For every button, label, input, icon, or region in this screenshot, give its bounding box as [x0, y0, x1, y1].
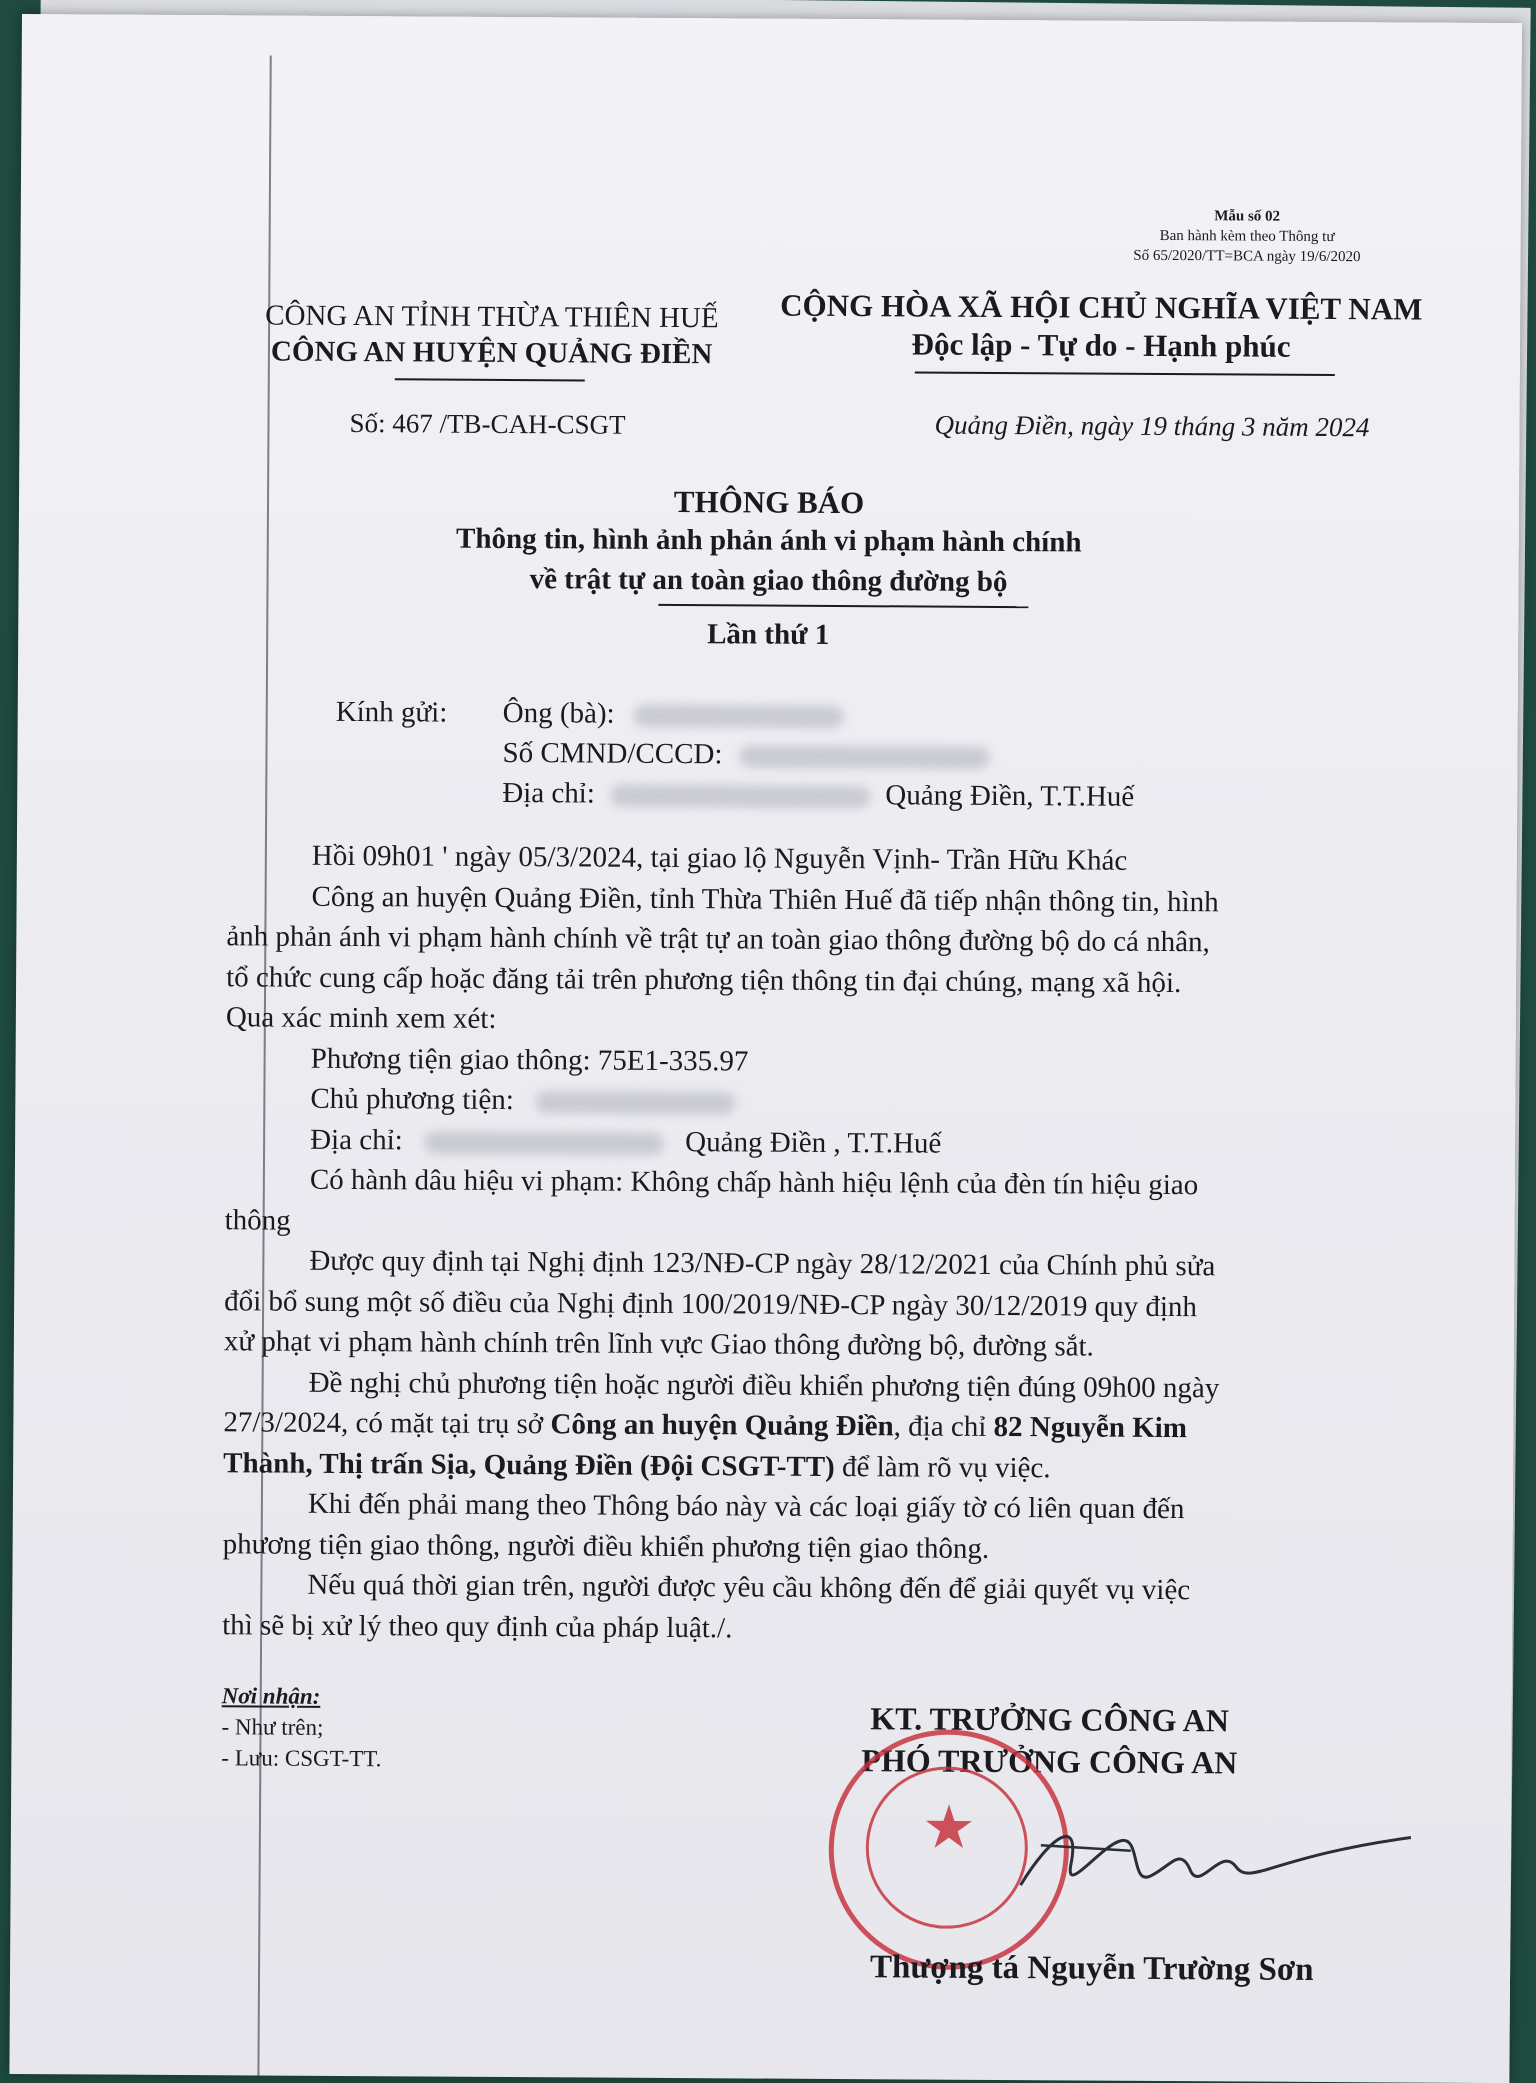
agency-district: CÔNG AN HUYỆN QUẢNG ĐIỀN [270, 335, 713, 371]
address-visible: Quảng Điền, T.T.Huế [885, 779, 1135, 813]
form-issued-by: Ban hành kèm theo Thông tư [1159, 227, 1335, 246]
request-address-start: 82 Nguyễn Kim [993, 1410, 1188, 1445]
notice-title: THÔNG BÁO [673, 483, 865, 521]
legal-basis-2: đổi bổ sung một số điều của Nghị định 100/2019/NĐ-CP ngày 30/12/2019 quy định [224, 1284, 1198, 1323]
reference-number: Số: 467 /TB-CAH-CSGT [349, 408, 626, 440]
redacted-owner [535, 1091, 735, 1114]
notice-subtitle-2: về trật tự an toàn giao thông đường bộ [529, 563, 1008, 599]
id-label: Số CMND/CCCD: [502, 736, 723, 771]
redacted-name [634, 705, 844, 728]
request-address-label: , địa chỉ [893, 1410, 994, 1443]
redacted-id [740, 746, 990, 770]
body-line-4: tổ chức cung cấp hoặc đăng tải trên phương tiện thông tin đại chúng, mạng xã hội. [226, 960, 1182, 999]
request-line-1: Đề nghị chủ phương tiện hoặc người điều khiển phương tiện đúng 09h00 ngày [308, 1366, 1220, 1404]
form-note [1133, 206, 1361, 267]
seal-star-icon: ★ [921, 1794, 977, 1861]
place-date: Quảng Điền, ngày 19 tháng 3 năm 2024 [934, 409, 1370, 443]
agency-province: CÔNG AN TỈNH THỪA THIÊN HUẾ [265, 299, 719, 335]
violation-line: Có hành dâu hiệu vi phạm: Không chấp hành hiệu lệnh của đèn tín hiệu giao [309, 1163, 1199, 1202]
recipients-heading: Nơi nhận: [221, 1683, 321, 1709]
deadline-line-2: thì sẽ bị xử lý theo quy định của pháp luật./. [222, 1608, 733, 1644]
owner-address-visible: Quảng Điền , T.T.Huế [685, 1125, 942, 1160]
request-purpose: để làm rõ vụ việc. [834, 1450, 1051, 1484]
owner-address-label: Địa chỉ: [310, 1123, 403, 1156]
redacted-address [610, 785, 870, 809]
document-page [9, 14, 1522, 2083]
notice-body [222, 835, 1442, 1652]
recipient-address-row [502, 773, 1134, 817]
owner-label: Chủ phương tiện: [310, 1082, 514, 1117]
motto: Độc lập - Tự do - Hạnh phúc [911, 326, 1291, 364]
motto-underline [915, 371, 1335, 376]
name-label: Ông (bà): [502, 696, 615, 730]
recipient-id-row [502, 733, 989, 776]
body-line-5: Qua xác minh xem xét: [225, 1001, 497, 1035]
body-line-3: ảnh phản ánh vi phạm hành chính về trật tự an toàn giao thông đường bộ do cá nhân, [226, 920, 1210, 959]
country-name: CỘNG HÒA XÃ HỘI CHỦ NGHĨA VIỆT NAM [780, 287, 1423, 327]
vehicle-owner-row [225, 1078, 1440, 1126]
request-agency: Công an huyện Quảng Điền [550, 1408, 894, 1443]
legal-basis-3: xử phạt vi phạm hành chính trên lĩnh vực Giao thông đường bộ, đường sắt. [223, 1325, 1094, 1363]
body-line-2: Công an huyện Quảng Điền, tỉnh Thừa Thiên Huế đã tiếp nhận thông tin, hình [311, 880, 1219, 918]
title-underline [658, 604, 1028, 608]
legal-basis-1: Được quy định tại Nghị định 123/NĐ-CP ngày 28/12/2021 của Chính phủ sửa [309, 1244, 1216, 1283]
recipient-name-row [503, 693, 844, 735]
recipients-list [221, 1680, 382, 1774]
documents-line-2: phương tiện giao thông, người điều khiển phương tiện giao thông. [222, 1527, 990, 1565]
form-circular: Số 65/2020/TT=BCA ngày 19/6/2020 [1133, 247, 1361, 266]
recipient-item-1: - Như trên; [221, 1714, 324, 1740]
form-number: Mẫu số 02 [1214, 208, 1281, 225]
signatory-line-2: PHÓ TRƯỞNG CÔNG AN [861, 1742, 1238, 1781]
recipient-item-2: - Lưu: CSGT-TT. [221, 1745, 382, 1772]
agency-underline [395, 378, 585, 381]
address-label: Địa chỉ: [502, 776, 595, 810]
signer-name: Thượng tá Nguyễn Trường Sơn [869, 1949, 1314, 1988]
handwritten-signature [1010, 1805, 1431, 1918]
recipient-label: Kính gửi: [335, 695, 448, 729]
vehicle-plate: Phương tiện giao thông: 75E1-335.97 [310, 1042, 749, 1077]
violation-line-end: thông [224, 1203, 291, 1237]
request-address-end: Thành, Thị trấn Sịa, Quảng Điền (Đội CSGT-TT) [223, 1446, 835, 1483]
request-date: 27/3/2024, có mặt tại trụ sở [223, 1406, 551, 1441]
documents-line-1: Khi đến phải mang theo Thông báo này và các loại giấy tờ có liên quan đến [307, 1487, 1185, 1526]
request-line-2 [223, 1402, 1438, 1450]
issuing-agency [265, 297, 719, 372]
signatory-line-1: KT. TRƯỞNG CÔNG AN [870, 1700, 1229, 1739]
redacted-owner-address [424, 1131, 664, 1154]
notice-subtitle-1: Thông tin, hình ảnh phản ánh vi phạm hành chính [455, 522, 1082, 559]
national-motto [780, 287, 1423, 367]
body-line-incident: Hồi 09h01 ' ngày 05/3/2024, tại giao lộ Nguyễn Vịnh- Trần Hữu Khác [311, 839, 1128, 877]
deadline-line-1: Nếu quá thời gian trên, người được yêu cầu không đến để giải quyết vụ việc [307, 1568, 1191, 1607]
notice-sequence: Lần thứ 1 [707, 618, 830, 651]
